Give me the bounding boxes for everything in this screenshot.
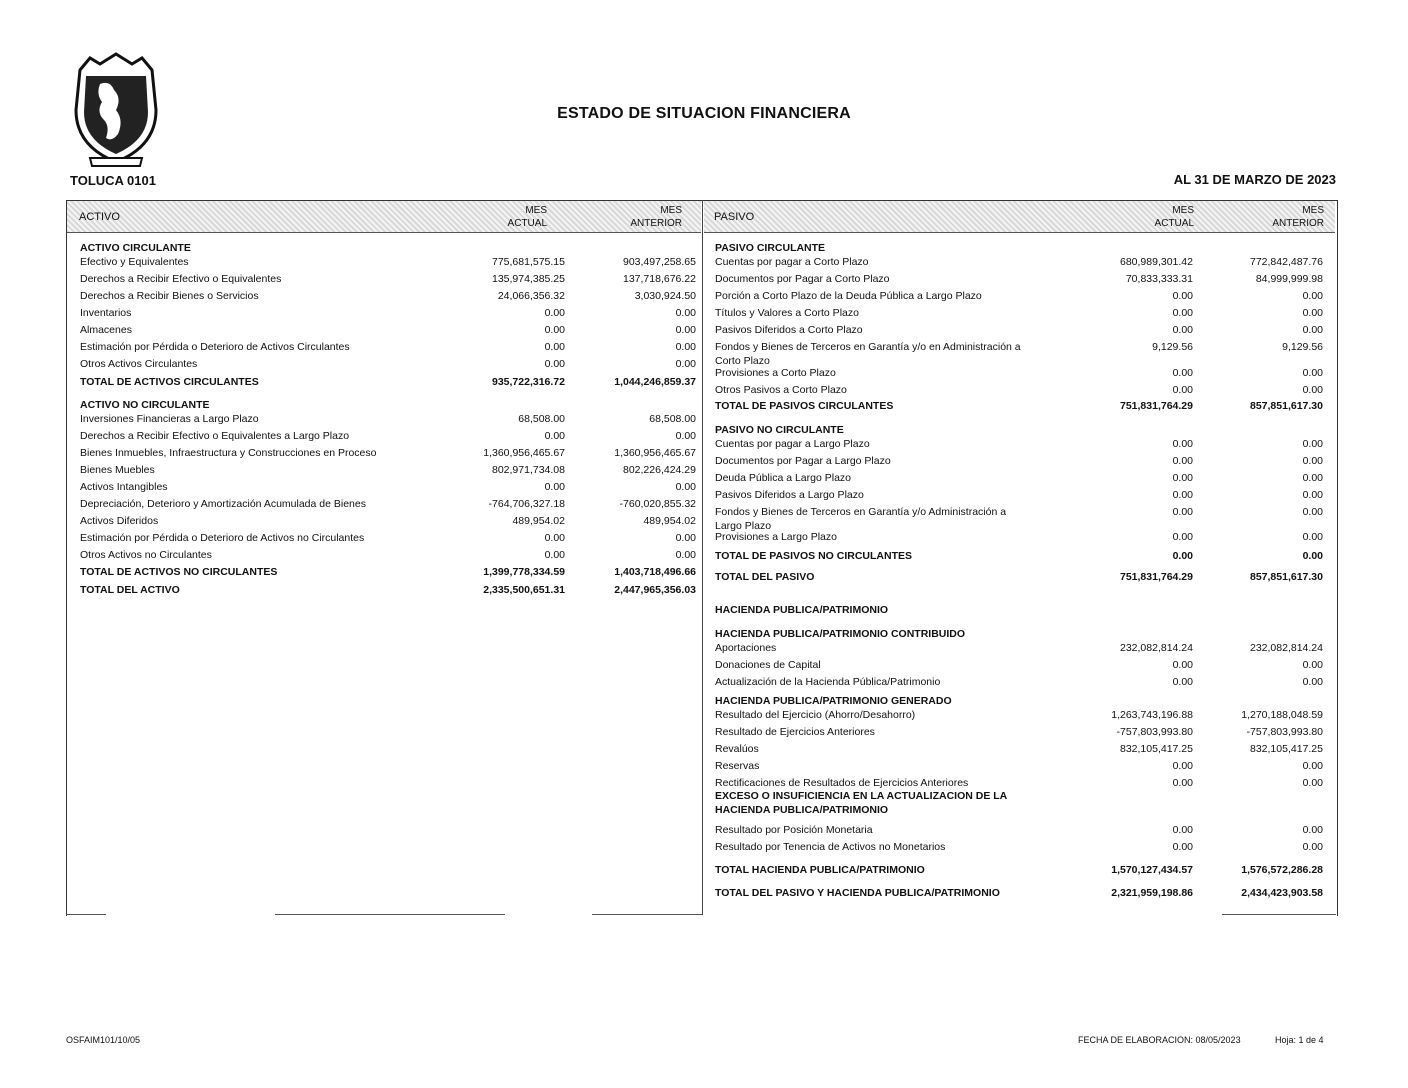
section-heading (715, 602, 1330, 618)
row-label: TOTAL DEL PASIVO Y HACIENDA PUBLICA/PATRIMONIO (715, 887, 1000, 899)
column-divider (702, 200, 703, 915)
row-label: TOTAL HACIENDA PUBLICA/PATRIMONIO (715, 864, 925, 876)
total-row (715, 569, 1330, 585)
row-label: Estimación por Pérdida o Deterioro de Activos no Circulantes (80, 532, 365, 544)
row-label: TOTAL DE PASIVOS CIRCULANTES (715, 400, 894, 412)
value-previous-month: 0.00 (1302, 550, 1323, 562)
row-label: TOTAL DEL ACTIVO (80, 584, 180, 596)
value-current-month: 0.00 (544, 430, 565, 442)
value-previous-month: 0.00 (1302, 506, 1323, 518)
row-label: Resultado por Tenencia de Activos no Monetarios (715, 841, 946, 853)
row-label: Porción a Corto Plazo de la Deuda Pública a Largo Plazo (715, 290, 982, 302)
row-label: Pasivos Diferidos a Corto Plazo (715, 324, 863, 336)
liabilities-equity-table (715, 240, 1330, 910)
row-label: Otros Activos no Circulantes (80, 549, 212, 561)
row-label: Reservas (715, 760, 760, 772)
value-previous-month: 0.00 (1302, 777, 1323, 789)
assets-column-label: ACTIVO (79, 211, 120, 223)
value-current-month: 0.00 (544, 307, 565, 319)
liabilities-column-label: PASIVO (714, 211, 755, 223)
value-previous-month: 1,270,188,048.59 (1241, 709, 1323, 721)
value-current-month: 0.00 (544, 532, 565, 544)
total-row (80, 564, 700, 580)
value-previous-month: 0.00 (1302, 659, 1323, 671)
row-label: TOTAL DEL PASIVO (715, 571, 815, 583)
liabilities-previous-header: MES ANTERIOR (1272, 205, 1324, 229)
row-label: ACTIVO CIRCULANTE (80, 242, 191, 254)
row-label: Cuentas por pagar a Largo Plazo (715, 438, 870, 450)
value-current-month: 0.00 (1172, 659, 1193, 671)
value-current-month: 135,974,385.25 (492, 273, 565, 285)
value-current-month: 0.00 (544, 481, 565, 493)
value-current-month: 0.00 (1172, 455, 1193, 467)
total-row (715, 885, 1330, 901)
row-label: Derechos a Recibir Efectivo o Equivalentes a Largo Plazo (80, 430, 350, 442)
account-row (715, 453, 1330, 469)
account-row (715, 529, 1330, 545)
row-label: Cuentas por pagar a Corto Plazo (715, 256, 869, 268)
account-row (715, 724, 1330, 740)
account-row (80, 356, 700, 372)
elaboration-date: FECHA DE ELABORACION: 08/05/2023 (1078, 1035, 1241, 1045)
assets-actual-header: MES ACTUAL (507, 205, 547, 229)
entity-name: TOLUCA 0101 (70, 173, 156, 188)
account-row (715, 470, 1330, 486)
value-current-month: 9,129.56 (1152, 341, 1193, 353)
account-row (715, 305, 1330, 321)
value-current-month: 751,831,764.29 (1120, 400, 1193, 412)
value-previous-month: 3,030,924.50 (634, 290, 696, 302)
account-row (715, 254, 1330, 270)
value-previous-month: 0.00 (675, 532, 696, 544)
row-label: HACIENDA PUBLICA/PATRIMONIO (715, 604, 889, 616)
value-previous-month: 1,576,572,286.28 (1241, 864, 1323, 876)
account-row (715, 741, 1330, 757)
bottom-rule-left (66, 914, 106, 915)
account-row (80, 411, 700, 427)
account-row (715, 758, 1330, 774)
row-label: Documentos por Pagar a Corto Plazo (715, 273, 890, 285)
value-previous-month: 857,851,617.30 (1250, 571, 1323, 583)
bottom-rule-mid2 (592, 914, 702, 915)
value-current-month: 751,831,764.29 (1120, 571, 1193, 583)
value-previous-month: 0.00 (1302, 324, 1323, 336)
account-row (80, 322, 700, 338)
row-label-continued: HACIENDA PUBLICA/PATRIMONIO (715, 804, 889, 816)
row-label: Deuda Pública a Largo Plazo (715, 472, 852, 484)
value-previous-month: 2,447,965,356.03 (614, 584, 696, 596)
total-row (80, 582, 700, 598)
value-previous-month: 232,082,814.24 (1250, 642, 1323, 654)
account-row (715, 288, 1330, 304)
value-current-month: -764,706,327.18 (488, 498, 565, 510)
account-row (715, 674, 1330, 690)
value-previous-month: 0.00 (1302, 841, 1323, 853)
row-label-continued: Largo Plazo (715, 520, 772, 532)
value-previous-month: 802,226,424.29 (623, 464, 696, 476)
row-label: Efectivo y Equivalentes (80, 256, 189, 268)
row-label: Almacenes (80, 324, 132, 336)
value-current-month: 1,399,778,334.59 (483, 566, 565, 578)
bottom-rule-right (1222, 914, 1336, 915)
value-current-month: 232,082,814.24 (1120, 642, 1193, 654)
value-current-month: 0.00 (1172, 777, 1193, 789)
section-heading (715, 788, 1330, 816)
value-current-month: 802,971,734.08 (492, 464, 565, 476)
row-label: Inventarios (80, 307, 132, 319)
value-previous-month: 1,044,246,859.37 (614, 376, 696, 388)
value-current-month: 489,954.02 (512, 515, 565, 527)
value-current-month: 0.00 (1172, 290, 1193, 302)
assets-table (80, 240, 700, 610)
row-label: Derechos a Recibir Efectivo o Equivalentes (80, 273, 282, 285)
row-label: Resultado del Ejercicio (Ahorro/Desahorro) (715, 709, 916, 721)
value-previous-month: 0.00 (1302, 760, 1323, 772)
row-label: Provisiones a Largo Plazo (715, 531, 837, 543)
value-previous-month: 0.00 (675, 358, 696, 370)
account-row (80, 428, 700, 444)
row-label: Depreciación, Deterioro y Amortización Acumulada de Bienes (80, 498, 366, 510)
value-current-month: 0.00 (1172, 489, 1193, 501)
row-label: Activos Diferidos (80, 515, 159, 527)
value-current-month: 24,066,356.32 (497, 290, 565, 302)
account-row (80, 530, 700, 546)
row-label: Donaciones de Capital (715, 659, 821, 671)
row-label-continued: Corto Plazo (715, 355, 770, 367)
value-current-month: 775,681,575.15 (492, 256, 565, 268)
account-row (715, 382, 1330, 398)
value-previous-month: 832,105,417.25 (1250, 743, 1323, 755)
value-previous-month: 489,954.02 (643, 515, 696, 527)
value-previous-month: 857,851,617.30 (1250, 400, 1323, 412)
value-previous-month: 0.00 (675, 307, 696, 319)
account-row (715, 504, 1330, 532)
document-title: ESTADO DE SITUACION FINANCIERA (557, 105, 851, 122)
value-current-month: 68,508.00 (518, 413, 565, 425)
value-previous-month: 0.00 (1302, 307, 1323, 319)
value-current-month: 0.00 (1172, 531, 1193, 543)
account-row (715, 822, 1330, 838)
account-row (80, 288, 700, 304)
row-label: Fondos y Bienes de Terceros en Garantía y/o Administración a (715, 506, 1007, 518)
account-row (80, 339, 700, 355)
liabilities-header-band (704, 201, 1335, 233)
account-row (80, 496, 700, 512)
row-label: Revalúos (715, 743, 759, 755)
liabilities-actual-header: MES ACTUAL (1154, 205, 1194, 229)
row-label: ACTIVO NO CIRCULANTE (80, 399, 210, 411)
bottom-rule-mid (275, 914, 505, 915)
page-indicator: Hoja: 1 de 4 (1275, 1035, 1324, 1045)
value-current-month: 2,321,959,198.86 (1111, 887, 1193, 899)
account-row (80, 479, 700, 495)
row-label: Aportaciones (715, 642, 777, 654)
value-current-month: 0.00 (544, 341, 565, 353)
row-label: TOTAL DE ACTIVOS CIRCULANTES (80, 376, 259, 388)
account-row (80, 271, 700, 287)
value-current-month: 70,833,333.31 (1125, 273, 1193, 285)
value-current-month: 0.00 (1172, 676, 1193, 688)
value-previous-month: 772,842,487.76 (1250, 256, 1323, 268)
value-previous-month: 1,403,718,496.66 (614, 566, 696, 578)
row-label: Otros Pasivos a Corto Plazo (715, 384, 847, 396)
value-current-month: 0.00 (1172, 438, 1193, 450)
row-label: PASIVO CIRCULANTE (715, 242, 826, 254)
account-row (715, 322, 1330, 338)
account-row (715, 365, 1330, 381)
value-current-month: -757,803,993.80 (1116, 726, 1193, 738)
total-row (715, 862, 1330, 878)
value-current-month: 0.00 (544, 324, 565, 336)
value-current-month: 1,360,956,465.67 (483, 447, 565, 459)
value-previous-month: -760,020,855.32 (619, 498, 696, 510)
value-previous-month: 0.00 (675, 341, 696, 353)
total-row (715, 398, 1330, 414)
value-previous-month: 0.00 (675, 430, 696, 442)
total-row (715, 548, 1330, 564)
row-label: Títulos y Valores a Corto Plazo (715, 307, 859, 319)
report-date: AL 31 DE MARZO DE 2023 (1173, 172, 1336, 187)
value-current-month: 0.00 (1172, 472, 1193, 484)
value-current-month: 0.00 (1172, 367, 1193, 379)
row-label: Pasivos Diferidos a Largo Plazo (715, 489, 864, 501)
account-row (80, 445, 700, 461)
row-label: Resultado por Posición Monetaria (715, 824, 873, 836)
value-current-month: 1,263,743,196.88 (1111, 709, 1193, 721)
value-previous-month: 0.00 (1302, 531, 1323, 543)
account-row (80, 305, 700, 321)
value-previous-month: 0.00 (1302, 489, 1323, 501)
value-previous-month: 0.00 (1302, 290, 1323, 302)
assets-previous-header: MES ANTERIOR (630, 205, 682, 229)
assets-header-band (67, 201, 701, 233)
row-label: Fondos y Bienes de Terceros en Garantía y/o en Administración a (715, 341, 1021, 353)
account-row (715, 839, 1330, 855)
row-label: TOTAL DE PASIVOS NO CIRCULANTES (715, 550, 912, 562)
row-label: Estimación por Pérdida o Deterioro de Activos Circulantes (80, 341, 350, 353)
row-label: Actualización de la Hacienda Pública/Patrimonio (715, 676, 941, 688)
value-previous-month: 0.00 (675, 481, 696, 493)
value-previous-month: 0.00 (1302, 438, 1323, 450)
row-label: PASIVO NO CIRCULANTE (715, 424, 844, 436)
account-row (80, 547, 700, 563)
value-previous-month: 0.00 (1302, 824, 1323, 836)
value-previous-month: 0.00 (1302, 455, 1323, 467)
row-label: HACIENDA PUBLICA/PATRIMONIO GENERADO (715, 695, 952, 707)
value-current-month: 0.00 (1172, 760, 1193, 772)
account-row (80, 462, 700, 478)
value-previous-month: 0.00 (675, 549, 696, 561)
row-label: Bienes Inmuebles, Infraestructura y Construcciones en Proceso (80, 447, 377, 459)
value-current-month: 2,335,500,651.31 (483, 584, 565, 596)
value-previous-month: -757,803,993.80 (1246, 726, 1323, 738)
value-current-month: 0.00 (544, 549, 565, 561)
value-current-month: 0.00 (1172, 307, 1193, 319)
account-row (715, 271, 1330, 287)
account-row (715, 339, 1330, 367)
value-previous-month: 2,434,423,903.58 (1241, 887, 1323, 899)
value-current-month: 0.00 (1172, 384, 1193, 396)
account-row (80, 254, 700, 270)
account-row (715, 487, 1330, 503)
row-label: EXCESO O INSUFICIENCIA EN LA ACTUALIZACION DE LA (715, 790, 1008, 802)
value-current-month: 935,722,316.72 (492, 376, 565, 388)
account-row (715, 436, 1330, 452)
row-label: Otros Activos Circulantes (80, 358, 198, 370)
value-previous-month: 0.00 (1302, 472, 1323, 484)
value-previous-month: 0.00 (1302, 676, 1323, 688)
value-current-month: 0.00 (1172, 824, 1193, 836)
value-previous-month: 0.00 (1302, 367, 1323, 379)
account-row (80, 513, 700, 529)
value-current-month: 0.00 (1172, 506, 1193, 518)
account-row (715, 657, 1330, 673)
row-label: Inversiones Financieras a Largo Plazo (80, 413, 259, 425)
row-label: Derechos a Recibir Bienes o Servicios (80, 290, 259, 302)
value-previous-month: 68,508.00 (649, 413, 696, 425)
value-previous-month: 1,360,956,465.67 (614, 447, 696, 459)
value-current-month: 1,570,127,434.57 (1111, 864, 1193, 876)
row-label: Provisiones a Corto Plazo (715, 367, 836, 379)
row-label: Documentos por Pagar a Largo Plazo (715, 455, 891, 467)
row-label: HACIENDA PUBLICA/PATRIMONIO CONTRIBUIDO (715, 628, 966, 640)
value-previous-month: 84,999,999.98 (1255, 273, 1323, 285)
value-current-month: 0.00 (1172, 324, 1193, 336)
value-previous-month: 903,497,258.65 (623, 256, 696, 268)
value-previous-month: 0.00 (1302, 384, 1323, 396)
value-current-month: 0.00 (544, 358, 565, 370)
value-current-month: 0.00 (1172, 550, 1193, 562)
value-previous-month: 137,718,676.22 (623, 273, 696, 285)
value-current-month: 680,989,301.42 (1120, 256, 1193, 268)
row-label: Resultado de Ejercicios Anteriores (715, 726, 875, 738)
total-row (80, 374, 700, 390)
row-label: Rectificaciones de Resultados de Ejercicios Anteriores (715, 777, 969, 789)
form-code: OSFAIM101/10/05 (66, 1035, 141, 1045)
account-row (715, 640, 1330, 656)
value-previous-month: 0.00 (675, 324, 696, 336)
value-current-month: 0.00 (1172, 841, 1193, 853)
value-previous-month: 9,129.56 (1282, 341, 1323, 353)
row-label: Activos Intangibles (80, 481, 168, 493)
row-label: TOTAL DE ACTIVOS NO CIRCULANTES (80, 566, 278, 578)
row-label: Bienes Muebles (80, 464, 155, 476)
account-row (715, 707, 1330, 723)
value-current-month: 832,105,417.25 (1120, 743, 1193, 755)
